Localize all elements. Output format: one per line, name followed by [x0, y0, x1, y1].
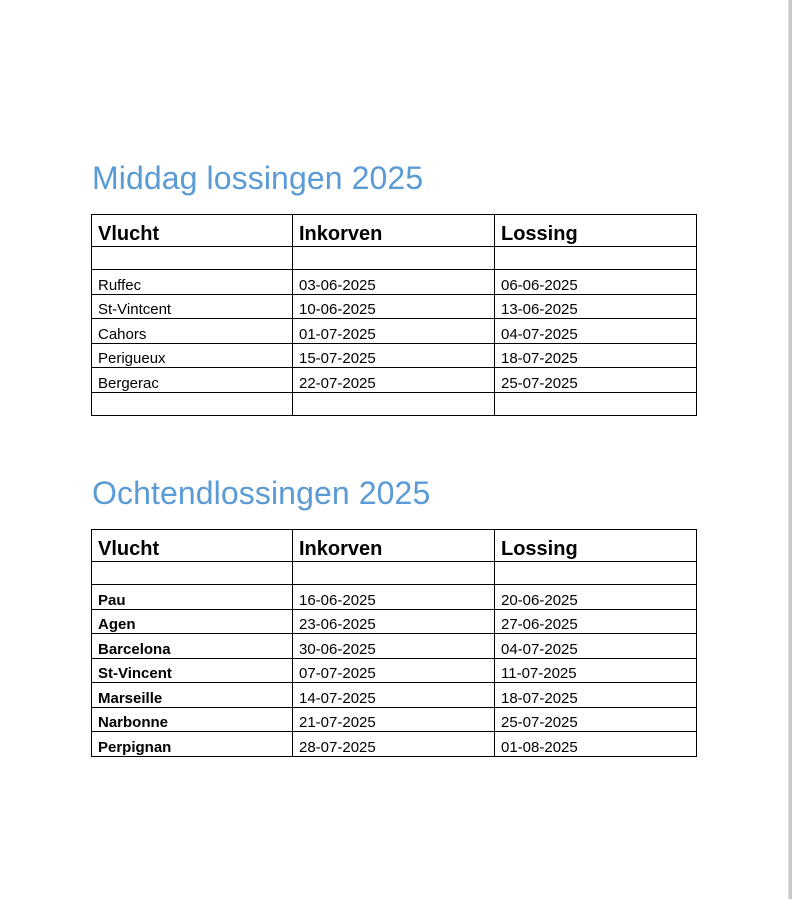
column-header-release: Lossing — [495, 215, 697, 247]
table-row — [92, 732, 697, 757]
basketing-date-cell: 28-07-2025 — [293, 732, 495, 757]
table-header-row — [92, 215, 697, 247]
table-header-row — [92, 530, 697, 562]
blank-row — [92, 392, 697, 415]
flight-cell: Narbonne — [92, 707, 293, 732]
column-header-release: Lossing — [495, 530, 697, 562]
flight-cell: St-Vincent — [92, 658, 293, 683]
basketing-date-cell: 07-07-2025 — [293, 658, 495, 683]
flight-cell: Perpignan — [92, 732, 293, 757]
table-row — [92, 707, 697, 732]
column-header-flight: Vlucht — [92, 215, 293, 247]
basketing-date-cell: 15-07-2025 — [293, 343, 495, 368]
release-date-cell: 01-08-2025 — [495, 732, 697, 757]
basketing-date-cell: 22-07-2025 — [293, 368, 495, 393]
basketing-date-cell: 14-07-2025 — [293, 683, 495, 708]
table-row — [92, 683, 697, 708]
basketing-date-cell: 23-06-2025 — [293, 609, 495, 634]
release-date-cell: 18-07-2025 — [495, 343, 697, 368]
basketing-date-cell: 30-06-2025 — [293, 634, 495, 659]
release-date-cell: 11-07-2025 — [495, 658, 697, 683]
table-row — [92, 270, 697, 295]
table-row — [92, 585, 697, 610]
column-header-flight: Vlucht — [92, 530, 293, 562]
release-date-cell: 04-07-2025 — [495, 319, 697, 344]
midday-release-table — [91, 214, 697, 416]
basketing-date-cell: 21-07-2025 — [293, 707, 495, 732]
release-date-cell: 25-07-2025 — [495, 707, 697, 732]
flight-cell: St-Vintcent — [92, 294, 293, 319]
table-row — [92, 609, 697, 634]
release-date-cell: 18-07-2025 — [495, 683, 697, 708]
flight-cell: Barcelona — [92, 634, 293, 659]
column-header-basketing: Inkorven — [293, 215, 495, 247]
release-date-cell: 13-06-2025 — [495, 294, 697, 319]
flight-cell: Cahors — [92, 319, 293, 344]
basketing-date-cell: 10-06-2025 — [293, 294, 495, 319]
flight-cell: Perigueux — [92, 343, 293, 368]
blank-row — [92, 562, 697, 585]
release-date-cell: 04-07-2025 — [495, 634, 697, 659]
basketing-date-cell: 16-06-2025 — [293, 585, 495, 610]
flight-cell: Agen — [92, 609, 293, 634]
release-date-cell: 06-06-2025 — [495, 270, 697, 295]
table-row — [92, 658, 697, 683]
table-row — [92, 319, 697, 344]
table-row — [92, 634, 697, 659]
release-date-cell: 20-06-2025 — [495, 585, 697, 610]
blank-row — [92, 247, 697, 270]
morning-release-table — [91, 529, 697, 757]
table-row — [92, 368, 697, 393]
table-row — [92, 294, 697, 319]
basketing-date-cell: 03-06-2025 — [293, 270, 495, 295]
release-date-cell: 27-06-2025 — [495, 609, 697, 634]
table-row — [92, 343, 697, 368]
flight-cell: Pau — [92, 585, 293, 610]
section-title-morning: Ochtendlossingen 2025 — [92, 475, 431, 511]
basketing-date-cell: 01-07-2025 — [293, 319, 495, 344]
flight-cell: Bergerac — [92, 368, 293, 393]
flight-cell: Ruffec — [92, 270, 293, 295]
release-date-cell: 25-07-2025 — [495, 368, 697, 393]
flight-cell: Marseille — [92, 683, 293, 708]
column-header-basketing: Inkorven — [293, 530, 495, 562]
section-title-midday: Middag lossingen 2025 — [92, 160, 424, 196]
